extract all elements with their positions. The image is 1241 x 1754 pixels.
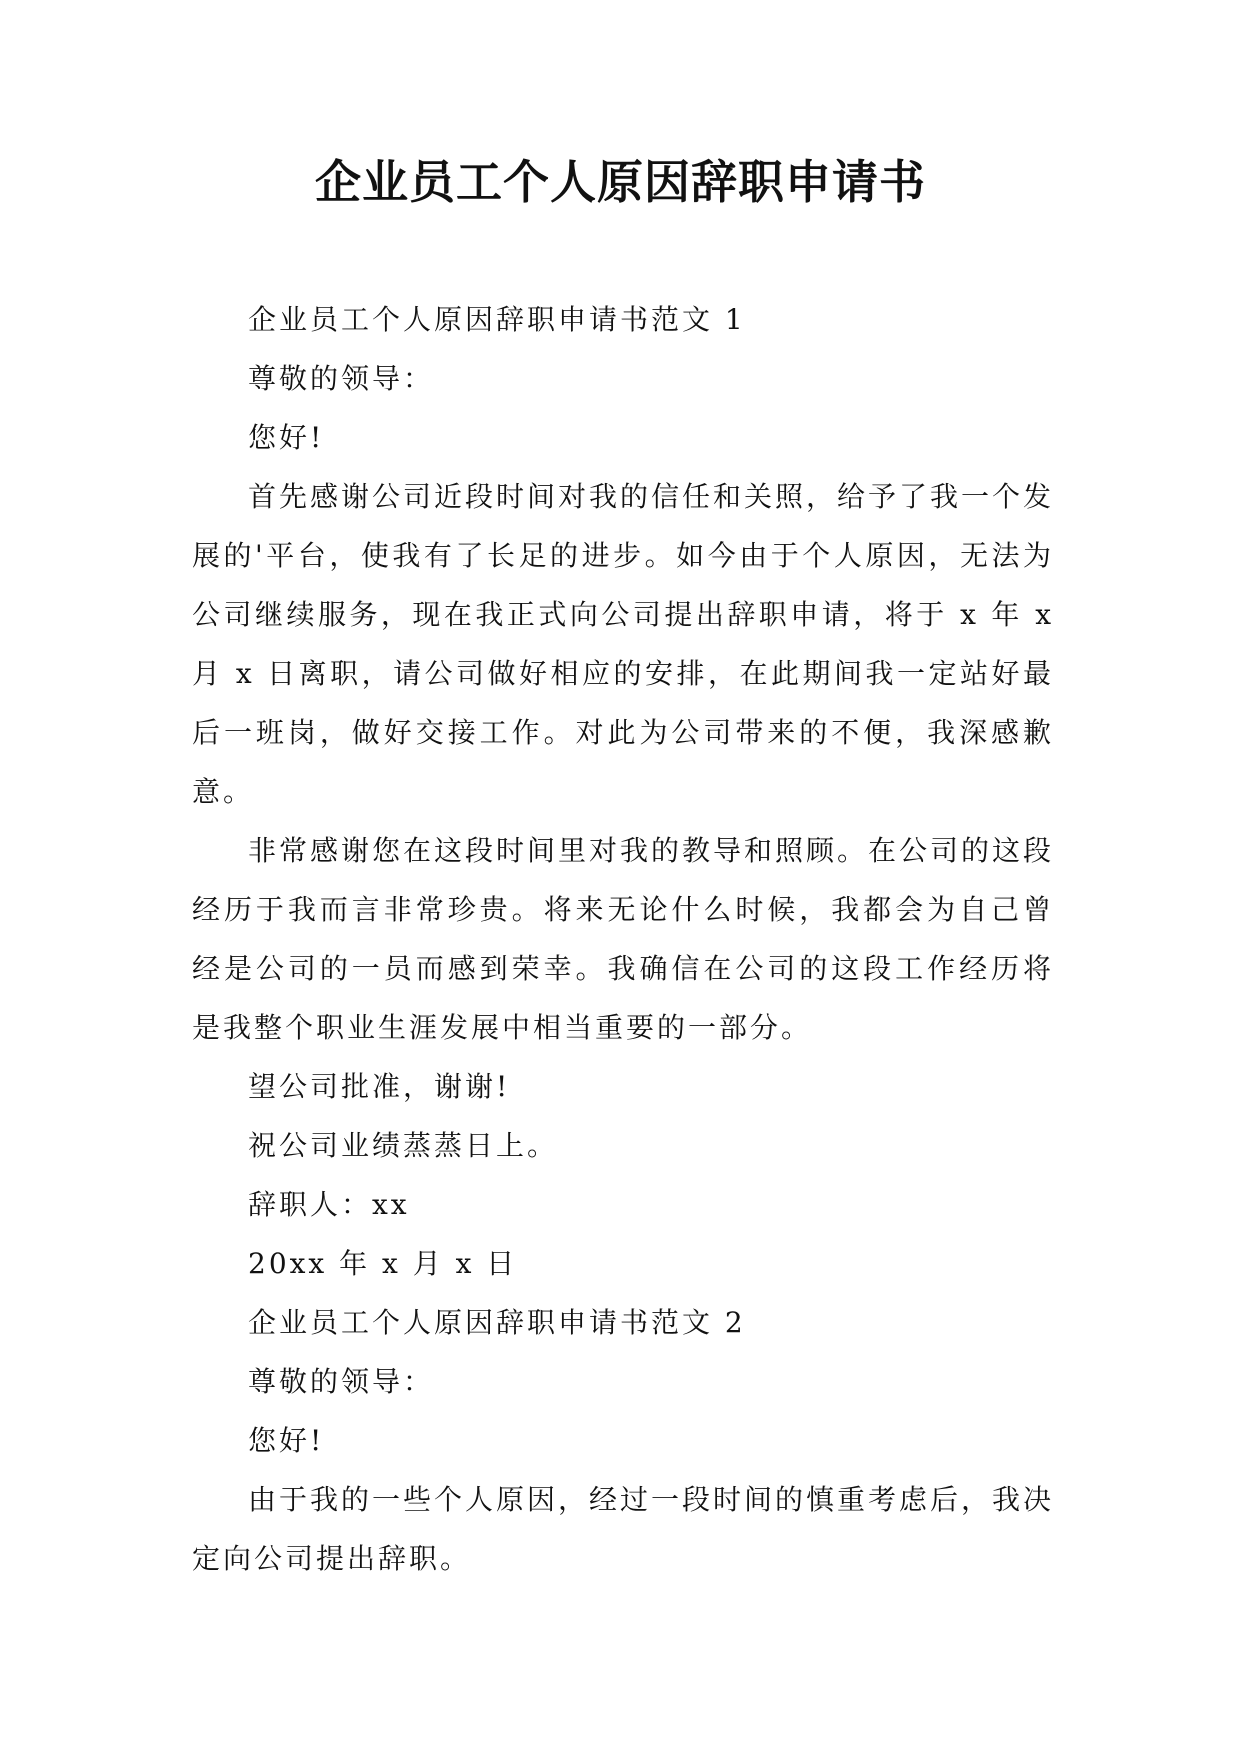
document-title: 企业员工个人原因辞职申请书 <box>315 155 926 209</box>
body-paragraph: 非常感谢您在这段时间里对我的教导和照顾。在公司的这段经历于我而言非常珍贵。将来无论什么时候，我都会为自己曾经是公司的一员而感到荣幸。我确信在公司的这段工作经历将是我整个职业生涯发展中相当重要的一部分。 <box>192 834 1055 1044</box>
greeting: 您好! <box>248 421 325 454</box>
section-heading-2: 企业员工个人原因辞职申请书范文 2 <box>248 1306 746 1339</box>
salutation: 尊敬的领导： <box>248 362 435 395</box>
greeting: 您好! <box>248 1424 325 1457</box>
document-body <box>192 290 1054 1588</box>
body-paragraph: 首先感谢公司近段时间对我的信任和关照，给予了我一个发展的'平台，使我有了长足的进步。如今由于个人原因，无法为公司继续服务，现在我正式向公司提出辞职申请，将于 x 年 x 月 x 日离职，请公司做好相应的安排，在此期间我一定站好最后一班岗，做好交接工作。对此为公司带来的不便，我深感歉意。 <box>192 480 1055 808</box>
closing-request: 望公司批准，谢谢! <box>248 1070 511 1103</box>
date-line: 20xx 年 x 月 x 日 <box>248 1247 518 1280</box>
section-heading-1: 企业员工个人原因辞职申请书范文 1 <box>248 303 746 336</box>
salutation: 尊敬的领导： <box>248 1365 435 1398</box>
signature-line: 辞职人：xx <box>248 1188 410 1221</box>
body-paragraph: 由于我的一些个人原因，经过一段时间的慎重考虑后，我决定向公司提出辞职。 <box>192 1483 1055 1575</box>
closing-wish: 祝公司业绩蒸蒸日上。 <box>248 1129 559 1162</box>
